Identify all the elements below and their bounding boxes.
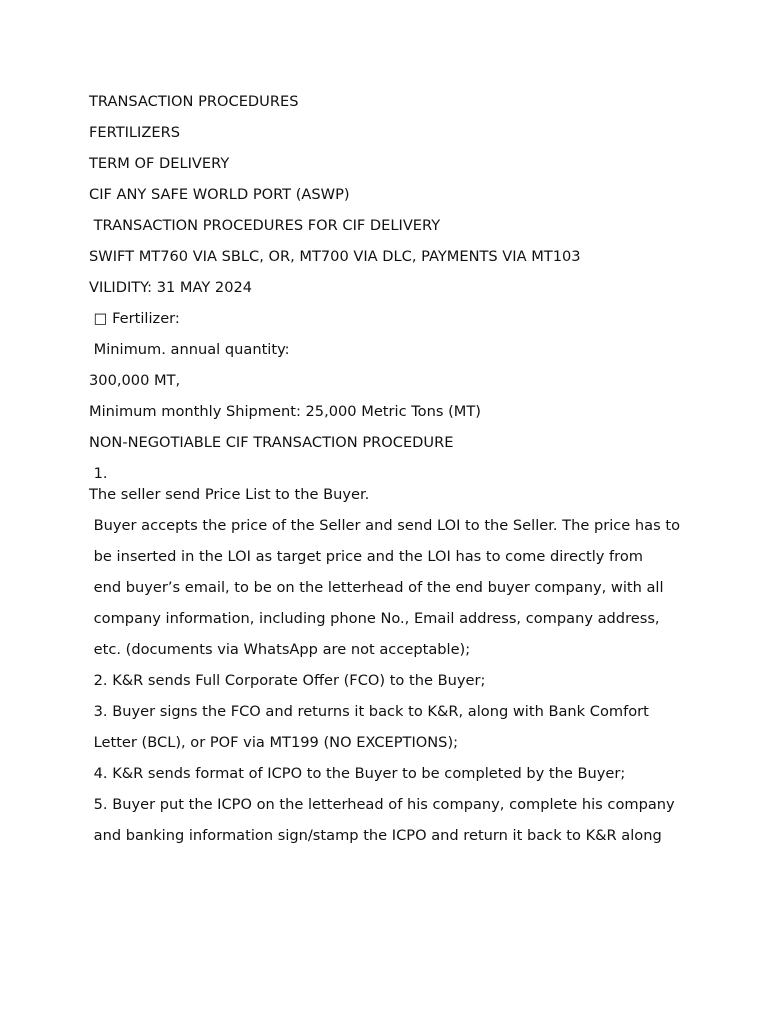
doc-step-2: 2. K&R sends Full Corporate Offer (FCO) to the Buyer; (89, 672, 486, 689)
doc-fertilizer-label: □ Fertilizer: (89, 310, 180, 327)
doc-step-5-continued: and banking information sign/stamp the ICPO and return it back to K&R along (89, 827, 662, 844)
doc-step-1-text: The seller send Price List to the Buyer. (89, 486, 370, 503)
doc-paragraph-line: company information, including phone No., Email address, company address, (89, 610, 660, 627)
doc-step-4: 4. K&R sends format of ICPO to the Buyer to be completed by the Buyer; (89, 765, 626, 782)
doc-subtitle-product: FERTILIZERS (89, 124, 180, 141)
doc-annual-quantity-label: Minimum. annual quantity: (89, 341, 290, 358)
doc-delivery-port: CIF ANY SAFE WORLD PORT (ASWP) (89, 186, 350, 203)
doc-step-3-continued: Letter (BCL), or POF via MT199 (NO EXCEPTIONS); (89, 734, 459, 751)
doc-step-1-number: 1. (89, 465, 108, 482)
doc-paragraph-line: be inserted in the LOI as target price and the LOI has to come directly from (89, 548, 643, 565)
doc-step-5: 5. Buyer put the ICPO on the letterhead of his company, complete his company (89, 796, 675, 813)
doc-step-3: 3. Buyer signs the FCO and returns it back to K&R, along with Bank Comfort (89, 703, 649, 720)
doc-payment-terms: SWIFT MT760 VIA SBLC, OR, MT700 VIA DLC, PAYMENTS VIA MT103 (89, 248, 581, 265)
doc-monthly-shipment: Minimum monthly Shipment: 25,000 Metric Tons (MT) (89, 403, 481, 420)
document-page (89, 91, 684, 856)
doc-heading-cif-procedures: TRANSACTION PROCEDURES FOR CIF DELIVERY (89, 217, 441, 234)
doc-paragraph-line: Buyer accepts the price of the Seller and send LOI to the Seller. The price has to (89, 517, 681, 534)
doc-title: TRANSACTION PROCEDURES (89, 93, 299, 110)
doc-paragraph-line: etc. (documents via WhatsApp are not acceptable); (89, 641, 471, 658)
doc-validity: VILIDITY: 31 MAY 2024 (89, 279, 253, 296)
doc-paragraph-line: end buyer’s email, to be on the letterhead of the end buyer company, with all (89, 579, 664, 596)
doc-heading-non-negotiable: NON-NEGOTIABLE CIF TRANSACTION PROCEDURE (89, 434, 454, 451)
doc-annual-quantity-value: 300,000 MT, (89, 372, 181, 389)
doc-heading-delivery: TERM OF DELIVERY (89, 155, 230, 172)
